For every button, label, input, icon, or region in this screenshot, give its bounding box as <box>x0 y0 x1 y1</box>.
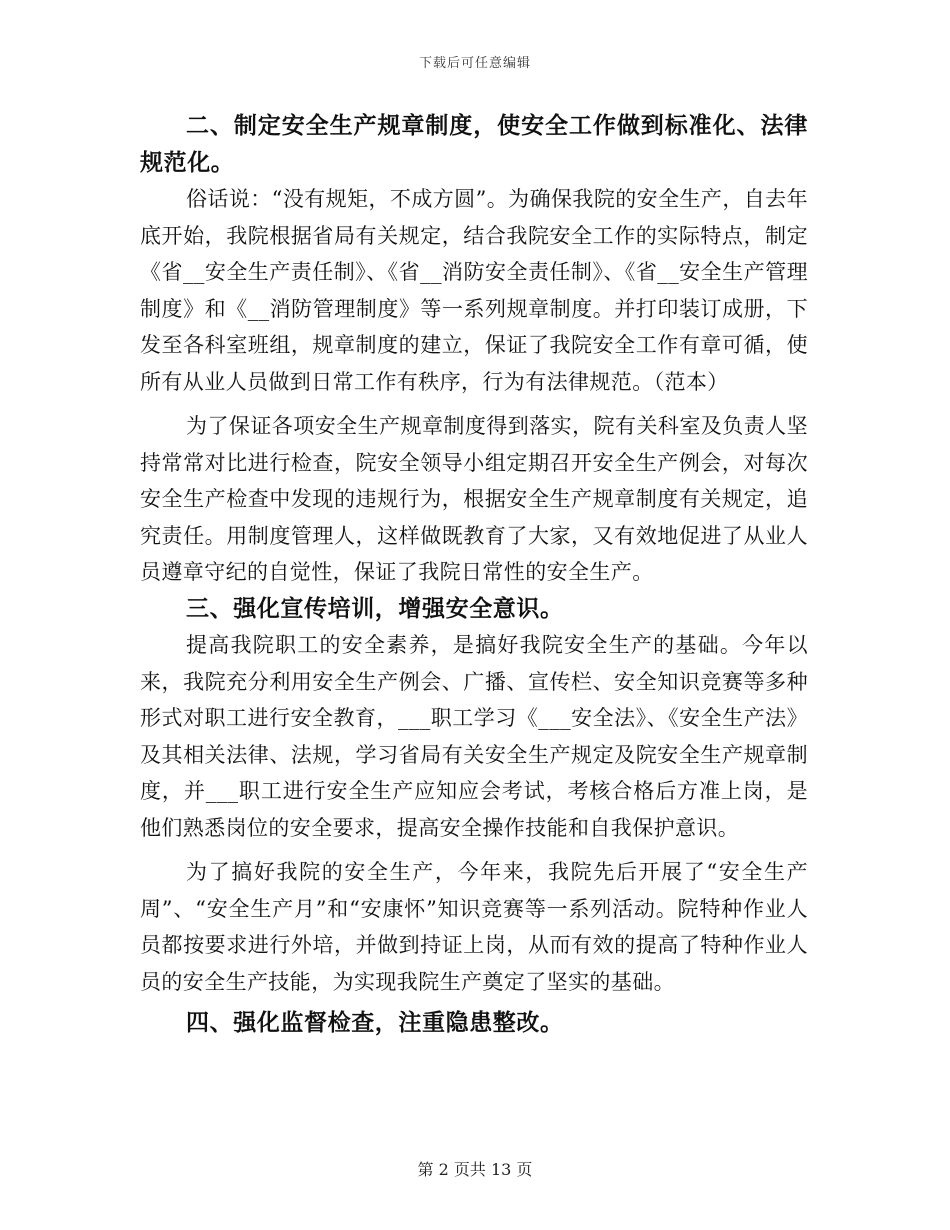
section-heading-3: 三、强化宣传培训，增强安全意识。 <box>186 595 564 622</box>
document-body <box>140 108 808 1042</box>
paragraph: 俗话说：“没有规矩，不成方圆”。为确保我院的安全生产，自去年底开始，我院根据省局有关规定，结合我院安全工作的实际特点，制定《省__安全生产责任制》、《省__消防安全责任制》、《省__安全生产管理制度》和《__消防管理制度》等一系列规章制度。并打印装订成册，下发至各科室班组，规章制度的建立，保证了我院安全工作有章可循，使所有从业人员做到日常工作有秩序，行为有法律规范。（范本） <box>140 187 808 394</box>
section-heading-2: 二、制定安全生产规章制度，使安全工作做到标准化、法律规范化。 <box>140 113 808 176</box>
paragraph: 为了搞好我院的安全生产，今年来，我院先后开展了“安全生产周”、“安全生产月”和“安康怀”知识竞赛等一系列活动。院特种作业人员都按要求进行外培，并做到持证上岗，从而有效的提高了特种作业人员的安全生产技能，为实现我院生产奠定了坚实的基础。 <box>140 860 808 994</box>
paragraph: 为了保证各项安全生产规章制度得到落实，院有关科室及负责人坚持常常对比进行检查，院安全领导小组定期召开安全生产例会，对每次安全生产检查中发现的违规行为，根据安全生产规章制度有关规定，追究责任。用制度管理人，这样做既教育了大家，又有效地促进了从业人员遵章守纪的自觉性，保证了我院日常性的安全生产。 <box>140 414 808 584</box>
paragraph: 提高我院职工的安全素养，是搞好我院安全生产的基础。今年以来，我院充分利用安全生产例会、广播、宣传栏、安全知识竞赛等多种形式对职工进行安全教育，___职工学习《___安全法》、《安全生产法》及其相关法律、法规，学习省局有关安全生产规定及院安全生产规章制度，并___职工进行安全生产应知应会考试，考核合格后方准上岗，是他们熟悉岗位的安全要求，提高安全操作技能和自我保护意识。 <box>140 633 808 840</box>
section-heading-4: 四、强化监督检查，注重隐患整改。 <box>186 1010 564 1036</box>
page-number: 第 2 页共 13 页 <box>417 1160 533 1179</box>
header-note: 下载后可任意编辑 <box>418 56 531 71</box>
